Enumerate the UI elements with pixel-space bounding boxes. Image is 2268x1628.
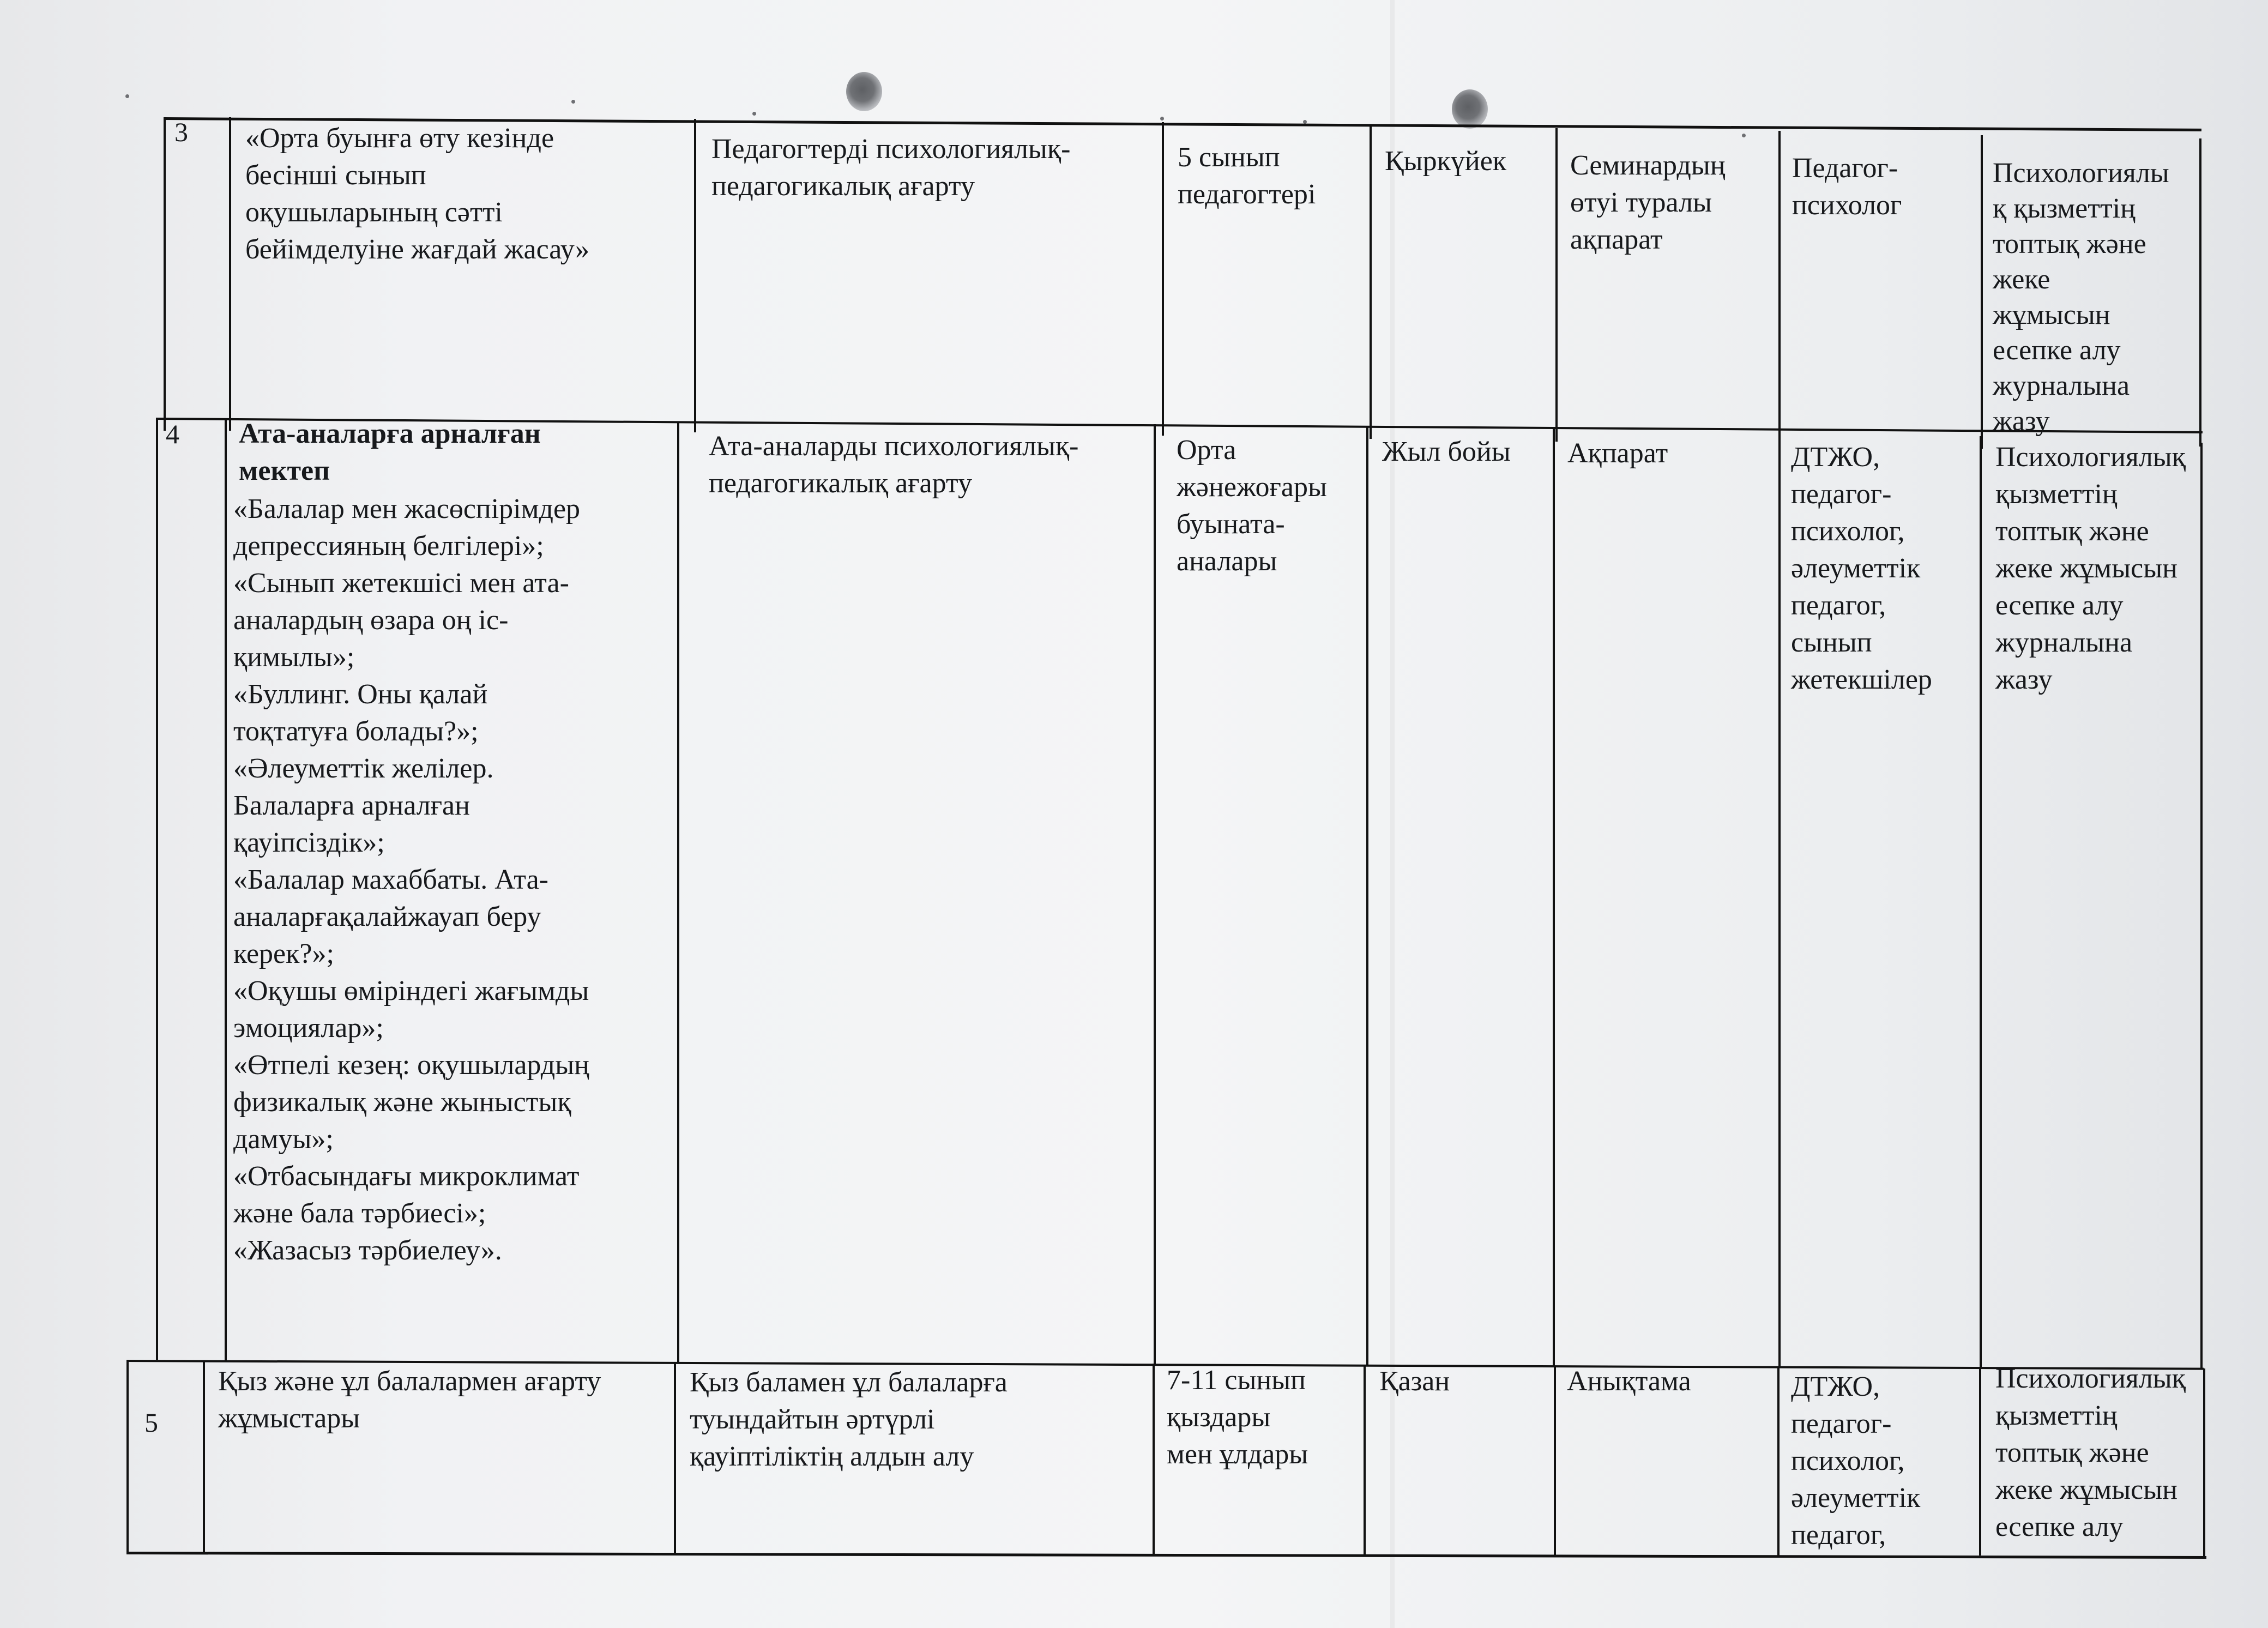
column-divider [674,1362,676,1554]
row-5-number: 5 [144,1407,158,1438]
column-divider [1981,135,1983,449]
column-divider [1154,424,1156,1364]
paper-speck [752,112,756,116]
row-4-topic-title: Ата-аналарға арналған мектеп [239,418,541,486]
paper-speck [571,100,575,104]
row-4-number: 4 [166,419,179,449]
column-divider [1555,128,1558,442]
column-divider [1366,426,1368,1365]
row-3-right-border [2199,138,2201,447]
row-4-period: Жыл бойы [1382,436,1511,467]
column-divider [203,1360,205,1554]
row-3-form: Семинардың өтуі туралы ақпарат [1570,150,1726,255]
column-divider [1980,436,1982,1368]
paper-speck [125,94,129,98]
punch-hole-right [1452,89,1488,129]
row-5-record: Психологиялық қызметтің топтық және жеке жұмысын есепке алу [1995,1363,2186,1542]
row-5-form: Анықтама [1567,1366,1691,1397]
column-divider [1979,1368,1981,1555]
punch-hole-left [846,72,882,111]
row-3-period: Қыркүйек [1385,146,1507,177]
row-4-goal: Ата-аналарды психологиялық- педагогикалық ағарту [709,431,1079,499]
column-divider [1778,131,1781,444]
row-4-participants: Орта жәнежоғары буыната- аналары [1177,435,1327,577]
row-5-left-border [126,1360,129,1554]
row-4-left-border [156,418,158,1360]
row-4-topic: «Балалар мен жасөспірімдер депрессияның белгілері»; «Сынып жетекшісі мен ата- аналардың өзара оң іс- қимылы»; «Буллинг. Оны қалай тоқтатуға болады?»; «Әлеуметтік желілер. Балаларға арналған қауіпсіздік»; «Балалар махаббаты. Ата- аналарғақалайжауап беру керек?»; «Оқушы өміріндегі жағымды эмоциялар»; «Өтпелі кезең: оқушылардың физикалық және жыныстық дамуы»; «Отбасындағы микроклимат және бала тәрбиесі»; «Жазасыз тәрбиелеу». [233,493,589,1266]
column-divider [1162,122,1164,436]
column-divider [229,117,231,431]
row-4-right-border [2200,443,2203,1370]
column-divider [1554,1366,1556,1555]
row-5-participants: 7-11 сынып қыздары мен ұлдары [1167,1365,1308,1470]
column-divider [1153,1364,1155,1554]
column-divider [1364,1365,1366,1554]
column-divider [694,119,696,432]
column-divider [677,421,679,1363]
row-4-form: Ақпарат [1567,438,1668,469]
column-divider [225,419,227,1361]
paper-speck [1742,134,1746,137]
column-divider [1553,429,1555,1366]
row-3-participants: 5 сынып педагогтері [1178,142,1316,210]
row-3-responsible: Педагог- психолог [1792,153,1902,221]
column-divider [1777,1367,1780,1555]
row-3-number: 3 [174,117,188,147]
row-5-goal: Қыз баламен ұл балаларға туындайтын әртүрлі қауіптіліктің алдын алу [690,1367,1008,1472]
row-5-responsible: ДТЖО, педагог- психолог, әлеуметтік педагог, [1791,1371,1921,1551]
row-5-topic: Қыз және ұл балалармен ағарту жұмыстары [218,1366,601,1434]
row-3-record: Психологиялы қ қызметтің топтық және жеке жұмысын есепке алу журналына жазу [1993,158,2169,437]
row-5-right-border [2203,1368,2205,1556]
row-3-goal: Педагогтерді психологиялық- педагогикалық ағарту [711,134,1071,202]
row-4-record: Психологиялық қызметтің топтық және жеке жұмысын есепке алу журналына жазу [1995,442,2186,695]
row-5-period: Қазан [1379,1366,1450,1397]
paper-speck [1160,117,1164,120]
column-divider [1778,432,1781,1367]
row-4-responsible: ДТЖО, педагог- психолог, әлеуметтік педагог, сынып жетекшілер [1791,442,1932,695]
column-divider [1370,125,1372,439]
row-3-topic: «Орта буынға өту кезінде бесінші сынып оқушыларының сәтті бейімделуіне жағдай жасау» [245,123,590,265]
row-3-left-border [164,117,166,431]
